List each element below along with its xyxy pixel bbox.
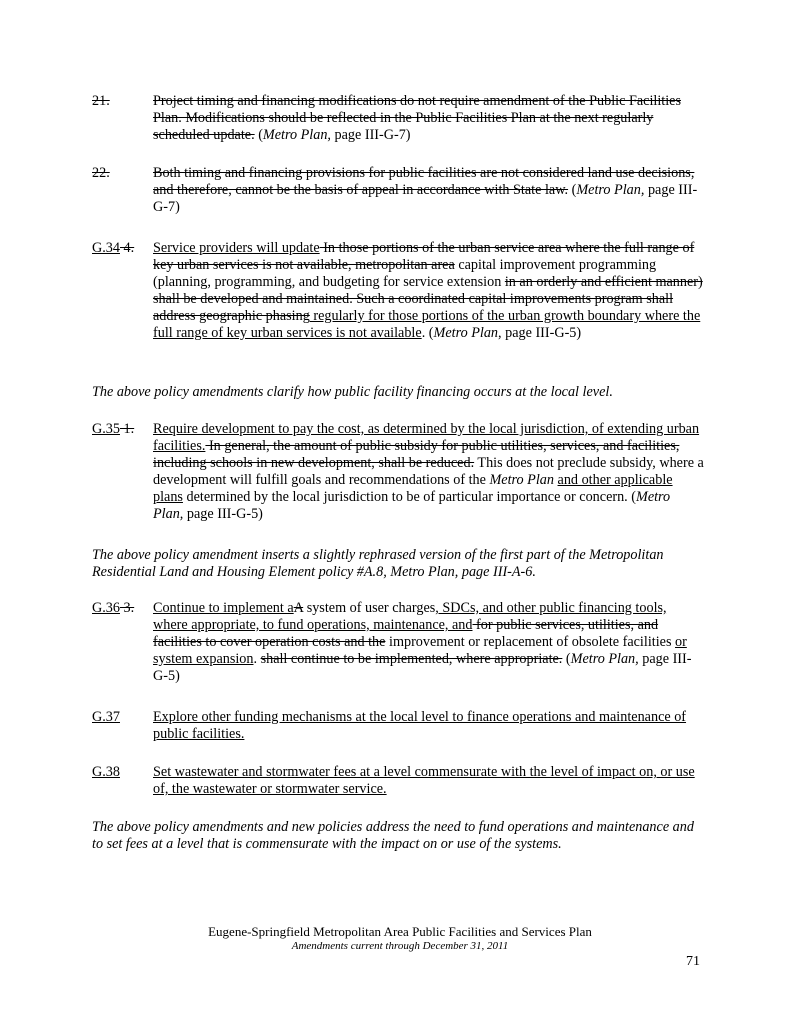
text-run: page III-G-5) <box>183 506 263 522</box>
text-run: . <box>253 651 261 667</box>
policy-text <box>153 764 704 798</box>
text-run: Metro Plan <box>433 325 499 341</box>
policy-text <box>153 421 704 523</box>
inserted-text: G.36 <box>92 600 120 616</box>
policy-g36 <box>92 600 704 685</box>
policy-text <box>153 93 704 144</box>
inserted-text: G.37 <box>92 709 120 725</box>
text-run: This does not preclude subsidy, where a development will fulfill goals and recommendations of the <box>153 455 704 488</box>
text-run: ( <box>562 651 571 667</box>
text-run: , page III-G-5) <box>498 325 582 341</box>
text-run: Metro Plan, <box>153 489 671 522</box>
inserted-text: G.34 <box>92 240 120 256</box>
text-run: page III-G-7) <box>330 127 411 143</box>
policy-text <box>153 240 704 342</box>
amendment-note-3: The above policy amendments and new policies address the need to fund operations and maintenance and to set fees at a level that is commensurate with the impact on or use of the systems. <box>92 819 694 852</box>
text-run: Metro Plan <box>489 472 554 488</box>
policy-number <box>92 600 152 617</box>
policy-22 <box>92 165 704 216</box>
policy-number <box>92 764 152 781</box>
text-run: page III-G-7) <box>153 182 698 215</box>
policy-number <box>92 93 152 110</box>
deleted-text: 21. <box>92 93 110 109</box>
inserted-text: G.38 <box>92 764 120 780</box>
text-run: . ( <box>421 325 434 341</box>
text-run: Metro Plan, <box>576 182 645 198</box>
page-number: 71 <box>686 954 700 969</box>
text-run: Metro Plan, <box>262 127 331 143</box>
deleted-text: for public services, utilities, and facilities to cover operation costs and the <box>153 617 659 650</box>
inserted-text: Set wastewater and stormwater fees at a level commensurate with the level of impact on, or use of, the wastewater or stormwater service. <box>153 764 695 797</box>
footer-subtitle: Amendments current through December 31, 2011 <box>291 940 509 952</box>
inserted-text: Service providers will update <box>153 240 320 256</box>
text-run: determined by the local jurisdiction to be of particular importance or concern. ( <box>182 489 636 505</box>
text-run: capital improvement programming (planning, programming, and budgeting for service extension <box>153 257 657 290</box>
policy-text <box>153 709 704 743</box>
deleted-text: 1. <box>119 421 135 437</box>
deleted-text: 4. <box>119 240 135 256</box>
deleted-text: shall continue to be implemented, where appropriate. <box>260 651 563 667</box>
policy-g34 <box>92 240 704 342</box>
text-run: Metro Plan, <box>570 651 639 667</box>
text-run: ( <box>254 127 263 143</box>
text-run: ( <box>568 182 577 198</box>
text-run: system of user charges <box>303 600 436 616</box>
footer-title: Eugene-Springfield Metropolitan Area Public Facilities and Services Plan <box>208 924 592 939</box>
deleted-text: 22. <box>92 165 110 181</box>
policy-text <box>153 600 704 685</box>
policy-g37 <box>92 709 704 743</box>
policy-21 <box>92 93 704 144</box>
amendment-note-1: The above policy amendments clarify how public facility financing occurs at the local level. <box>92 384 613 400</box>
text-run: improvement or replacement of obsolete facilities <box>385 634 676 650</box>
page-footer <box>0 923 800 953</box>
inserted-text: , SDCs, and other public financing tools, where appropriate, to fund operations, maintenance, and <box>153 600 667 633</box>
deleted-text: Both timing and financing provisions for public facilities are not considered land use decisions, and therefore, cannot be the basis of appeal in accordance with State law. <box>153 165 695 198</box>
policy-number <box>92 240 152 257</box>
amendment-note-2: The above policy amendment inserts a slightly rephrased version of the first part of the Metropolitan Residential Land and Housing Element policy #A.8, Metro Plan, page III-A-6. <box>92 547 664 580</box>
deleted-text: In general, the amount of public subsidy for public utilities, services, and facilities, including schools in new development, shall be reduced. <box>153 438 680 471</box>
policy-text <box>153 165 704 216</box>
inserted-text: and other applicable plans <box>153 472 673 505</box>
inserted-text: G.35 <box>92 421 120 437</box>
policy-g35 <box>92 421 704 523</box>
policy-g38 <box>92 764 704 798</box>
deleted-text: A <box>293 600 304 616</box>
inserted-text: Explore other funding mechanisms at the local level to finance operations and maintenance of public facilities. <box>153 709 687 742</box>
deleted-text: Project timing and financing modifications do not require amendment of the Public Facilities Plan. Modifications should be reflected in the Public Facilities Plan at the next regularly scheduled update. <box>153 93 681 143</box>
policy-number <box>92 709 152 726</box>
text-run: page III-G-5) <box>153 651 692 684</box>
inserted-text: Require development to pay the cost, as determined by the local jurisdiction, of extending urban facilities. <box>153 421 700 454</box>
deleted-text: 3. <box>119 600 135 616</box>
deleted-text: In those portions of the urban service area where the full range of key urban services is not available, metropolitan area <box>153 240 695 273</box>
inserted-text: Continue to implement a <box>153 600 294 616</box>
inserted-text: regularly for those portions of the urban growth boundary where the full range of key urban services is not available <box>153 308 701 341</box>
policy-number <box>92 421 152 438</box>
inserted-text: or system expansion <box>153 634 687 667</box>
policy-number <box>92 165 152 182</box>
deleted-text: in an orderly and efficient manner) shall be developed and maintained. Such a coordinated capital improvements program shall address geographic phasing <box>153 274 703 324</box>
